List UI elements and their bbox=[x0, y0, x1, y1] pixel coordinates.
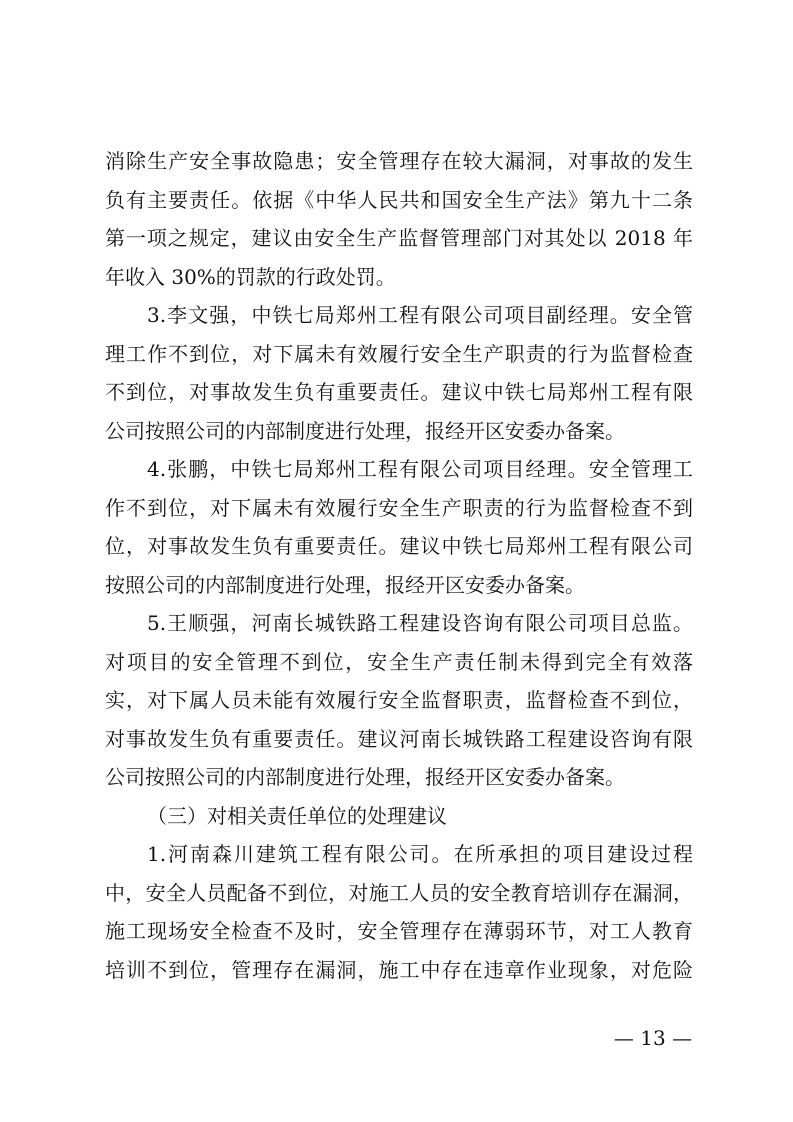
text-line: 第一项之规定，建议由安全生产监督管理部门对其处以 2018 年 bbox=[105, 226, 693, 250]
text-line: 4.张鹏，中铁七局郑州工程有限公司项目经理。安全管理工 bbox=[147, 457, 693, 481]
text-line: 负有主要责任。依据《中华人民共和国安全生产法》第九十二条 bbox=[105, 187, 693, 212]
text-line: 公司按照公司的内部制度进行处理，报经开区安委办备案。 bbox=[105, 765, 625, 789]
text-line: 5.王顺强，河南长城铁路工程建设咨询有限公司项目总监。 bbox=[147, 611, 693, 635]
text-line: 位，对事故发生负有重要责任。建议中铁七局郑州工程有限公司 bbox=[105, 534, 693, 558]
page-number: — 13 — bbox=[613, 1026, 693, 1050]
text-line: 中，安全人员配备不到位，对施工人员的安全教育培训存在漏洞， bbox=[105, 880, 693, 905]
text-line: 实，对下属人员未能有效履行安全监督职责，监督检查不到位， bbox=[105, 688, 693, 712]
text-line: 消除生产安全事故隐患；安全管理存在较大漏洞，对事故的发生 bbox=[105, 149, 693, 173]
text-line: 施工现场安全检查不及时，安全管理存在薄弱环节，对工人教育 bbox=[105, 919, 693, 943]
text-line: 公司按照公司的内部制度进行处理，报经开区安委办备案。 bbox=[105, 418, 625, 443]
section-heading: （三）对相关责任单位的处理建议 bbox=[147, 803, 447, 828]
text-line: 对事故发生负有重要责任。建议河南长城铁路工程建设咨询有限 bbox=[105, 726, 693, 751]
text-line: 按照公司的内部制度进行处理，报经开区安委办备案。 bbox=[105, 572, 585, 597]
text-line: 年收入 30%的罚款的行政处罚。 bbox=[105, 264, 396, 289]
text-line: 培训不到位，管理存在漏洞，施工中存在违章作业现象，对危险 bbox=[105, 957, 693, 982]
text-line: 对项目的安全管理不到位，安全生产责任制未得到完全有效落 bbox=[105, 649, 693, 674]
body-text bbox=[105, 142, 693, 989]
text-line: 作不到位，对下属未有效履行安全生产职责的行为监督检查不到 bbox=[105, 495, 693, 520]
text-line: 1.河南森川建筑工程有限公司。在所承担的项目建设过程 bbox=[147, 842, 693, 866]
text-line: 3.李文强，中铁七局郑州工程有限公司项目副经理。安全管 bbox=[147, 303, 693, 327]
text-line: 理工作不到位，对下属未有效履行安全生产职责的行为监督检查 bbox=[105, 341, 693, 366]
text-line: 不到位，对事故发生负有重要责任。建议中铁七局郑州工程有限 bbox=[105, 380, 693, 404]
